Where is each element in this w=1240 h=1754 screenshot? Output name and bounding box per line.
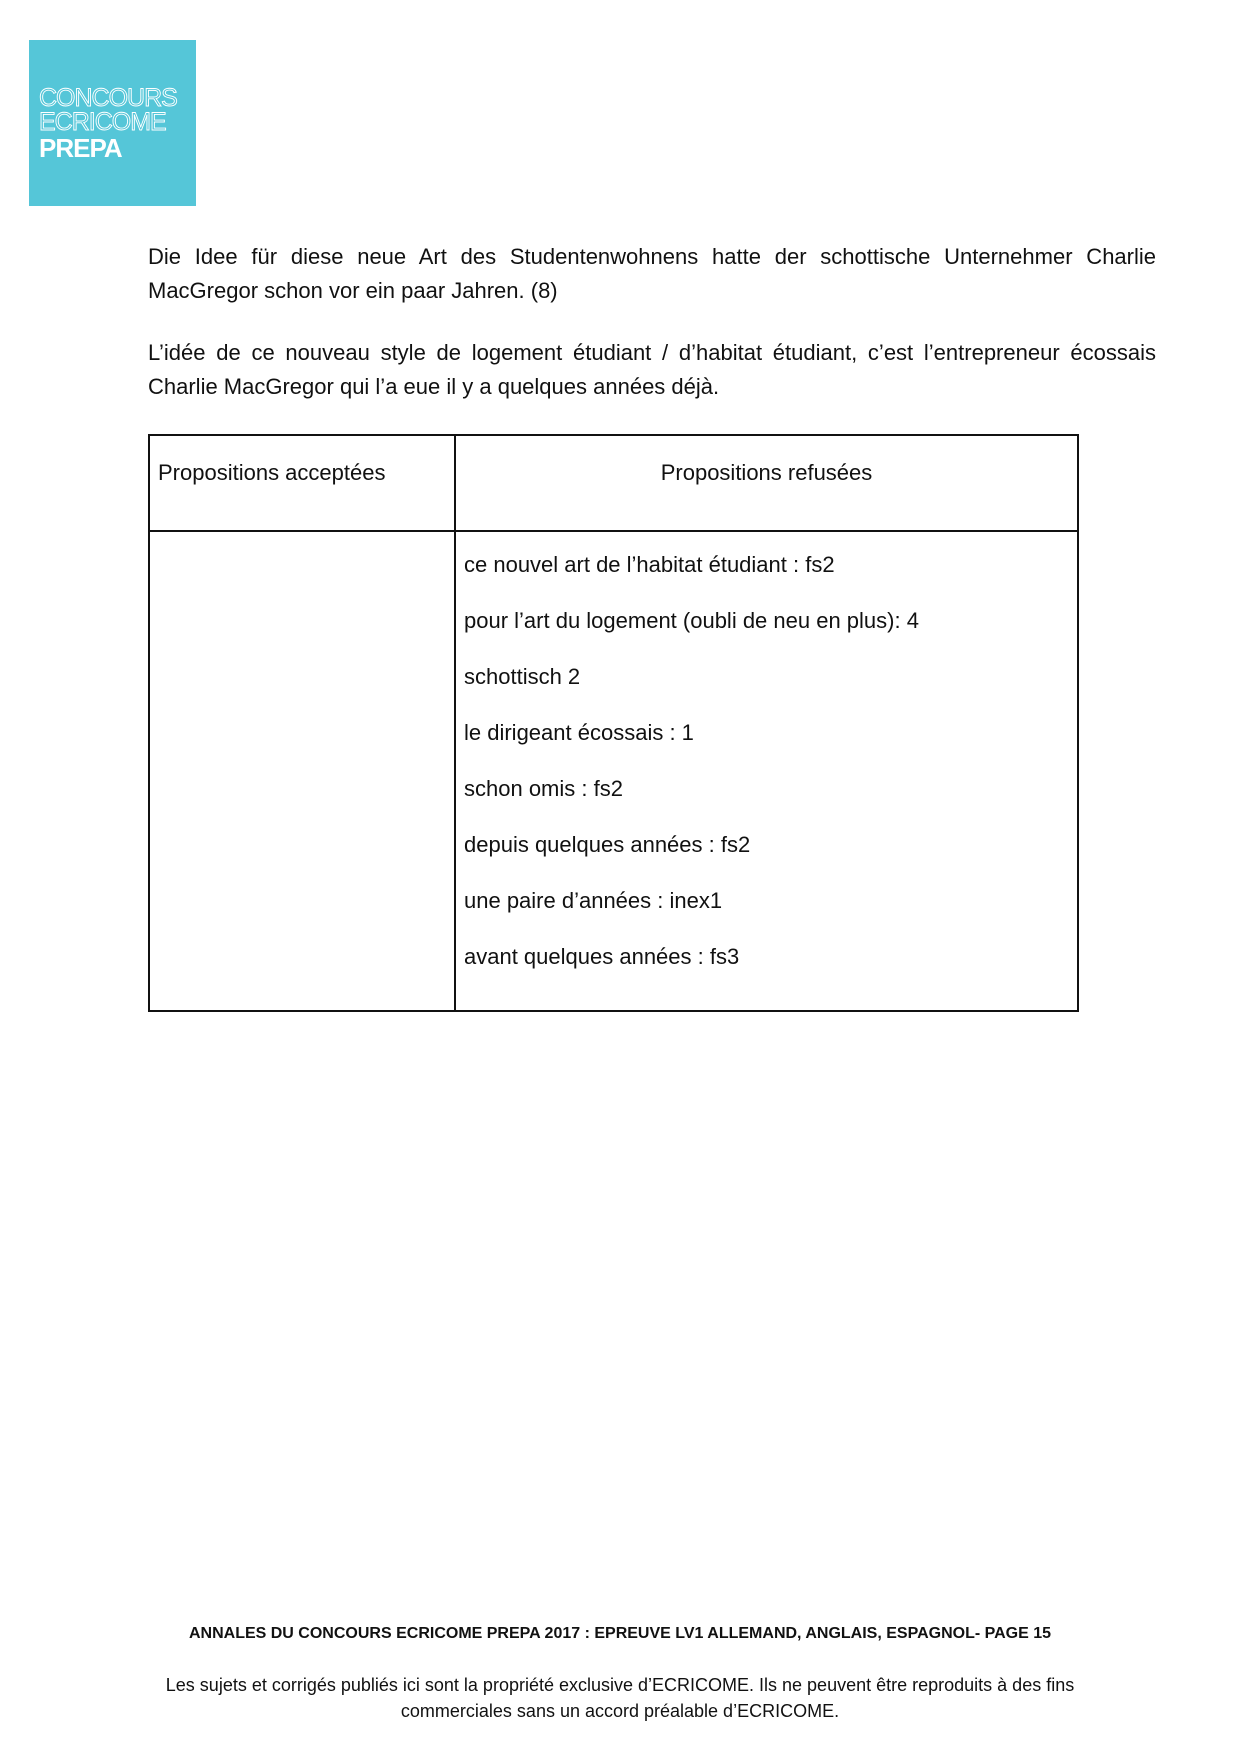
logo-text-prepa: PREPA <box>39 133 122 163</box>
footer-copyright-note: Les sujets et corrigés publiés ici sont la propriété exclusive d’ECRICOME. Ils ne peuvent être reproduits à des fins commerciales sans un accord préalable d’ECRICOME. <box>165 1675 1075 1721</box>
refused-item: le dirigeant écossais : 1 <box>464 720 694 745</box>
logo-text-ecricome: ECRICOME <box>39 108 166 136</box>
refused-item: schon omis : fs2 <box>464 776 623 801</box>
german-source-sentence: Die Idee für diese neue Art des Studentenwohnens hatte der schottische Unternehmer Charlie MacGregor schon vor ein paar Jahren. (8) <box>148 244 1156 303</box>
ecricome-logo <box>29 40 196 206</box>
french-translation: L’idée de ce nouveau style de logement étudiant / d’habitat étudiant, c’est l’entrepreneur écossais Charlie MacGregor qui l’a eue il y a quelques années déjà. <box>148 340 1156 399</box>
table-column-divider <box>454 436 456 1010</box>
refused-list <box>464 550 919 998</box>
refused-item: une paire d’années : inex1 <box>464 888 723 913</box>
refused-item: pour l’art du logement (oubli de neu en plus): 4 <box>464 608 919 633</box>
refused-item: ce nouvel art de l’habitat étudiant : fs2 <box>464 552 835 577</box>
refused-header: Propositions refusées <box>660 460 873 485</box>
accepted-header: Propositions acceptées <box>158 460 386 485</box>
table-header-divider <box>150 530 1077 532</box>
refused-item: depuis quelques années : fs2 <box>464 832 751 857</box>
logo-text-concours: CONCOURS <box>39 84 177 112</box>
refused-item: schottisch 2 <box>464 664 581 689</box>
refused-item: avant quelques années : fs3 <box>464 944 740 969</box>
propositions-table <box>148 434 1079 1012</box>
footer-title: ANNALES DU CONCOURS ECRICOME PREPA 2017 : EPREUVE LV1 ALLEMAND, ANGLAIS, ESPAGNOL- PAGE 15 <box>188 1625 1052 1642</box>
